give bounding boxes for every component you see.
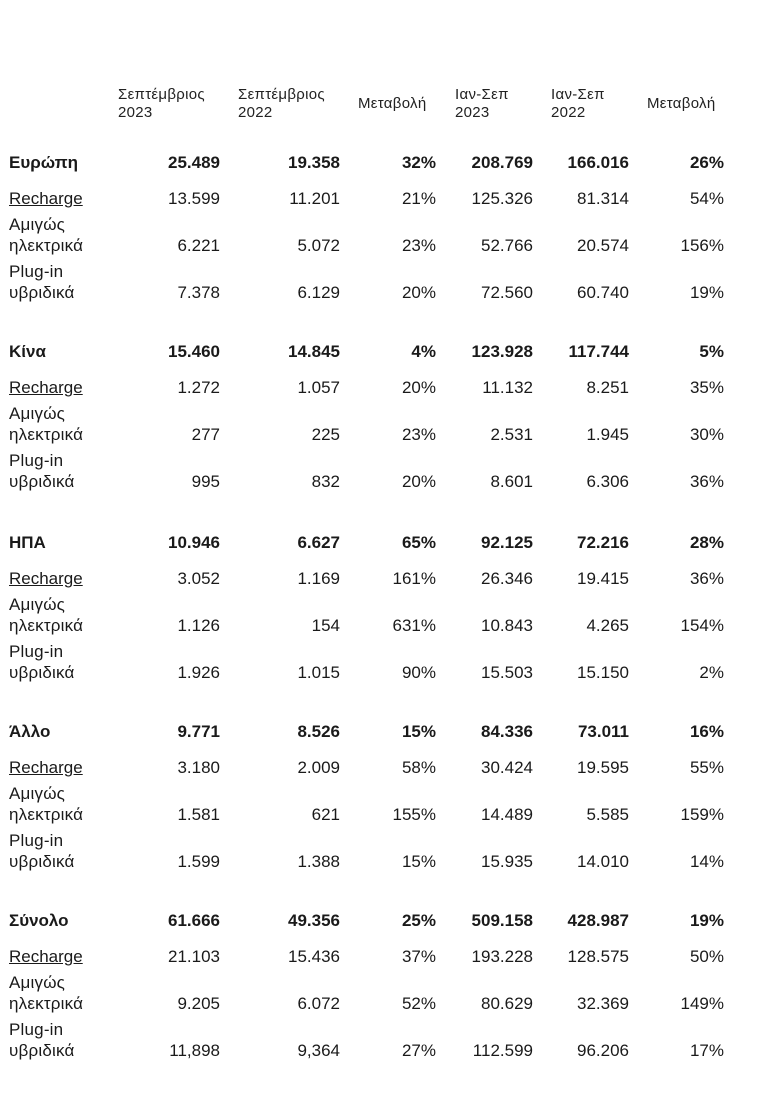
ytd-2022-value: 128.575 [567, 947, 629, 966]
ytd-2023-value: 125.326 [471, 189, 533, 208]
phev-label-line2: υβριδικά [9, 852, 75, 871]
phev-label-line2: υβριδικά [9, 283, 75, 302]
sep-2022-value: 9,364 [297, 1041, 340, 1060]
ytd-2023-value: 10.843 [481, 616, 533, 635]
bev-label [9, 594, 83, 636]
ytd-change-value: 50% [689, 947, 724, 966]
phev-label-line1: Plug-in [9, 642, 64, 661]
bev-row [0, 973, 782, 1016]
phev-label [9, 1019, 74, 1061]
sep-2023-value: 10.946 [168, 533, 220, 552]
sep-2022-value: 621 [311, 805, 340, 824]
bev-row [0, 595, 782, 638]
sep-2023-value: 61.666 [168, 911, 220, 930]
bev-label-line1: Αμιγώς [9, 215, 66, 234]
ytd-change-value: 17% [689, 1041, 724, 1060]
sep-2022-value: 49.356 [288, 911, 340, 930]
sep-2023-value: 3.052 [177, 569, 220, 588]
sep-2022-value: 832 [311, 472, 340, 491]
ytd-change-value: 19% [689, 911, 724, 930]
ytd-change-value: 16% [689, 722, 724, 741]
sep-2023-value: 6.221 [177, 236, 220, 255]
sep-2022-value: 2.009 [297, 758, 340, 777]
sep-2023-value: 13.599 [168, 189, 220, 208]
month-change-value: 4% [411, 342, 436, 361]
sep-2022-value: 5.072 [297, 236, 340, 255]
month-change-value: 20% [401, 283, 436, 302]
month-change-value: 20% [401, 378, 436, 397]
ytd-2023-value: 208.769 [471, 153, 533, 172]
region-total-row [0, 533, 782, 555]
recharge-row [0, 758, 782, 780]
sep-2022-value: 19.358 [288, 153, 340, 172]
ytd-change-value: 149% [680, 994, 724, 1013]
region-name: Σύνολο [9, 911, 69, 930]
sep-2022-value: 225 [311, 425, 340, 444]
bev-label-line1: Αμιγώς [9, 404, 66, 423]
ytd-2022-value: 1.945 [586, 425, 629, 444]
bev-row [0, 404, 782, 447]
ytd-2023-value: 15.935 [481, 852, 533, 871]
region-total-row [0, 911, 782, 933]
phev-label [9, 830, 74, 872]
phev-row [0, 831, 782, 874]
month-change-value: 25% [401, 911, 436, 930]
month-change-value: 90% [401, 663, 436, 682]
month-change-value: 37% [401, 947, 436, 966]
ytd-change-value: 30% [689, 425, 724, 444]
phev-label [9, 450, 74, 492]
ytd-2022-value: 73.011 [577, 722, 629, 741]
ytd-change-value: 55% [689, 758, 724, 777]
ytd-2022-value: 19.415 [577, 569, 629, 588]
sep-2023-value: 11,898 [169, 1041, 220, 1060]
ytd-change-value: 159% [680, 805, 724, 824]
bev-label-line2: ηλεκτρικά [9, 236, 84, 255]
month-change-value: 161% [392, 569, 436, 588]
ytd-2022-value: 4.265 [586, 616, 629, 635]
region-name: Ευρώπη [9, 153, 79, 172]
ytd-2022-value: 96.206 [577, 1041, 629, 1060]
header-ytd-2023-year: 2023 [455, 104, 490, 121]
sep-2022-value: 14.845 [288, 342, 340, 361]
ytd-2022-value: 81.314 [577, 189, 629, 208]
bev-label [9, 783, 83, 825]
sep-2022-value: 6.627 [297, 533, 340, 552]
ytd-2023-value: 14.489 [481, 805, 533, 824]
sep-2022-value: 1.057 [297, 378, 340, 397]
phev-row [0, 1020, 782, 1063]
ytd-change-value: 5% [699, 342, 724, 361]
ytd-2023-value: 26.346 [481, 569, 533, 588]
recharge-row [0, 947, 782, 969]
ytd-2022-value: 32.369 [577, 994, 629, 1013]
ytd-2022-value: 428.987 [567, 911, 629, 930]
month-change-value: 15% [401, 722, 436, 741]
recharge-row [0, 569, 782, 591]
header-sep-2022-year: 2022 [238, 104, 273, 121]
bev-label-line2: ηλεκτρικά [9, 616, 84, 635]
ytd-2023-value: 84.336 [481, 722, 533, 741]
recharge-link[interactable]: Recharge [9, 189, 83, 208]
sep-2023-value: 3.180 [177, 758, 220, 777]
ytd-change-value: 54% [689, 189, 724, 208]
sep-2023-value: 7.378 [177, 283, 220, 302]
header-ytd-2023-range: Ιαν-Σεπ [455, 86, 509, 103]
header-sep-2023-year: 2023 [118, 104, 153, 121]
ytd-2023-value: 15.503 [481, 663, 533, 682]
ytd-2022-value: 8.251 [586, 378, 629, 397]
header-change-month: Μεταβολή [358, 95, 427, 112]
phev-label-line1: Plug-in [9, 1020, 64, 1039]
bev-label-line2: ηλεκτρικά [9, 994, 84, 1013]
bev-label-line1: Αμιγώς [9, 595, 66, 614]
recharge-link[interactable]: Recharge [9, 947, 83, 966]
ytd-change-value: 19% [689, 283, 724, 302]
header-sep-2022 [238, 86, 325, 122]
ytd-2023-value: 11.132 [482, 378, 533, 397]
bev-label [9, 403, 83, 445]
region-name: Άλλο [9, 722, 51, 741]
ytd-2023-value: 112.599 [472, 1041, 533, 1060]
bev-label [9, 972, 83, 1014]
region-total-row [0, 342, 782, 364]
bev-row [0, 215, 782, 258]
phev-label-line1: Plug-in [9, 451, 64, 470]
ytd-change-value: 2% [699, 663, 724, 682]
ytd-2022-value: 20.574 [577, 236, 629, 255]
phev-row [0, 262, 782, 305]
sep-2022-value: 1.169 [297, 569, 340, 588]
month-change-value: 23% [401, 425, 436, 444]
ytd-change-value: 35% [689, 378, 724, 397]
header-ytd-2023 [455, 86, 509, 122]
month-change-value: 65% [401, 533, 436, 552]
ytd-2022-value: 166.016 [567, 153, 629, 172]
sep-2023-value: 1.926 [177, 663, 220, 682]
sep-2023-value: 1.126 [177, 616, 220, 635]
month-change-value: 52% [401, 994, 436, 1013]
recharge-link[interactable]: Recharge [9, 758, 83, 777]
phev-label [9, 641, 74, 683]
ytd-2023-value: 30.424 [481, 758, 533, 777]
ytd-2022-value: 19.595 [577, 758, 629, 777]
region-name: ΗΠΑ [9, 533, 46, 552]
sep-2023-value: 9.771 [177, 722, 220, 741]
sep-2022-value: 15.436 [288, 947, 340, 966]
sep-2023-value: 277 [191, 425, 220, 444]
sep-2023-value: 1.272 [177, 378, 220, 397]
ytd-2023-value: 123.928 [471, 342, 533, 361]
recharge-row [0, 378, 782, 400]
sep-2022-value: 6.129 [297, 283, 340, 302]
sep-2023-value: 1.581 [177, 805, 220, 824]
header-ytd-2022 [551, 86, 605, 122]
ytd-change-value: 14% [689, 852, 724, 871]
ytd-2023-value: 8.601 [490, 472, 533, 491]
ytd-change-value: 36% [689, 569, 724, 588]
ytd-2023-value: 509.158 [471, 911, 533, 930]
ytd-2022-value: 14.010 [577, 852, 629, 871]
header-sep-2023 [118, 86, 205, 122]
sep-2023-value: 21.103 [168, 947, 220, 966]
bev-label [9, 214, 83, 256]
region-total-row [0, 153, 782, 175]
month-change-value: 631% [392, 616, 436, 635]
ytd-change-value: 156% [680, 236, 724, 255]
month-change-value: 155% [392, 805, 436, 824]
recharge-link[interactable]: Recharge [9, 569, 83, 588]
phev-label [9, 261, 74, 303]
recharge-link[interactable]: Recharge [9, 378, 83, 397]
ytd-2023-value: 193.228 [471, 947, 533, 966]
ytd-change-value: 26% [689, 153, 724, 172]
header-change-ytd: Μεταβολή [647, 95, 716, 112]
bev-row [0, 784, 782, 827]
ytd-change-value: 154% [680, 616, 724, 635]
ytd-2022-value: 5.585 [586, 805, 629, 824]
phev-row [0, 642, 782, 685]
bev-label-line1: Αμιγώς [9, 784, 66, 803]
sep-2023-value: 25.489 [168, 153, 220, 172]
sep-2022-value: 1.388 [297, 852, 340, 871]
ytd-2022-value: 6.306 [586, 472, 629, 491]
region-total-row [0, 722, 782, 744]
header-sep-2023-month: Σεπτέμβριος [118, 86, 205, 103]
bev-label-line2: ηλεκτρικά [9, 805, 84, 824]
sep-2023-value: 9.205 [177, 994, 220, 1013]
ytd-2022-value: 72.216 [577, 533, 629, 552]
month-change-value: 27% [401, 1041, 436, 1060]
region-name: Κίνα [9, 342, 46, 361]
phev-label-line1: Plug-in [9, 831, 64, 850]
ytd-2022-value: 117.744 [568, 342, 629, 361]
bev-label-line1: Αμιγώς [9, 973, 66, 992]
month-change-value: 32% [401, 153, 436, 172]
sep-2023-value: 15.460 [168, 342, 220, 361]
header-ytd-2022-year: 2022 [551, 104, 586, 121]
ytd-2023-value: 80.629 [481, 994, 533, 1013]
month-change-value: 23% [401, 236, 436, 255]
ytd-2022-value: 60.740 [577, 283, 629, 302]
ytd-2023-value: 2.531 [490, 425, 533, 444]
header-ytd-2022-range: Ιαν-Σεπ [551, 86, 605, 103]
recharge-row [0, 189, 782, 211]
phev-label-line2: υβριδικά [9, 472, 75, 491]
phev-label-line1: Plug-in [9, 262, 64, 281]
month-change-value: 15% [401, 852, 436, 871]
ytd-2023-value: 72.560 [481, 283, 533, 302]
month-change-value: 20% [401, 472, 436, 491]
header-sep-2022-month: Σεπτέμβριος [238, 86, 325, 103]
ytd-change-value: 28% [689, 533, 724, 552]
sep-2022-value: 11.201 [289, 189, 340, 208]
month-change-value: 21% [401, 189, 436, 208]
ytd-2023-value: 52.766 [481, 236, 533, 255]
phev-label-line2: υβριδικά [9, 1041, 75, 1060]
sep-2022-value: 1.015 [297, 663, 340, 682]
sep-2022-value: 8.526 [297, 722, 340, 741]
sep-2022-value: 154 [311, 616, 340, 635]
ytd-2023-value: 92.125 [481, 533, 533, 552]
ytd-2022-value: 15.150 [577, 663, 629, 682]
sep-2023-value: 995 [191, 472, 220, 491]
sep-2022-value: 6.072 [297, 994, 340, 1013]
month-change-value: 58% [401, 758, 436, 777]
phev-label-line2: υβριδικά [9, 663, 75, 682]
ytd-change-value: 36% [689, 472, 724, 491]
phev-row [0, 451, 782, 494]
bev-label-line2: ηλεκτρικά [9, 425, 84, 444]
sep-2023-value: 1.599 [177, 852, 220, 871]
